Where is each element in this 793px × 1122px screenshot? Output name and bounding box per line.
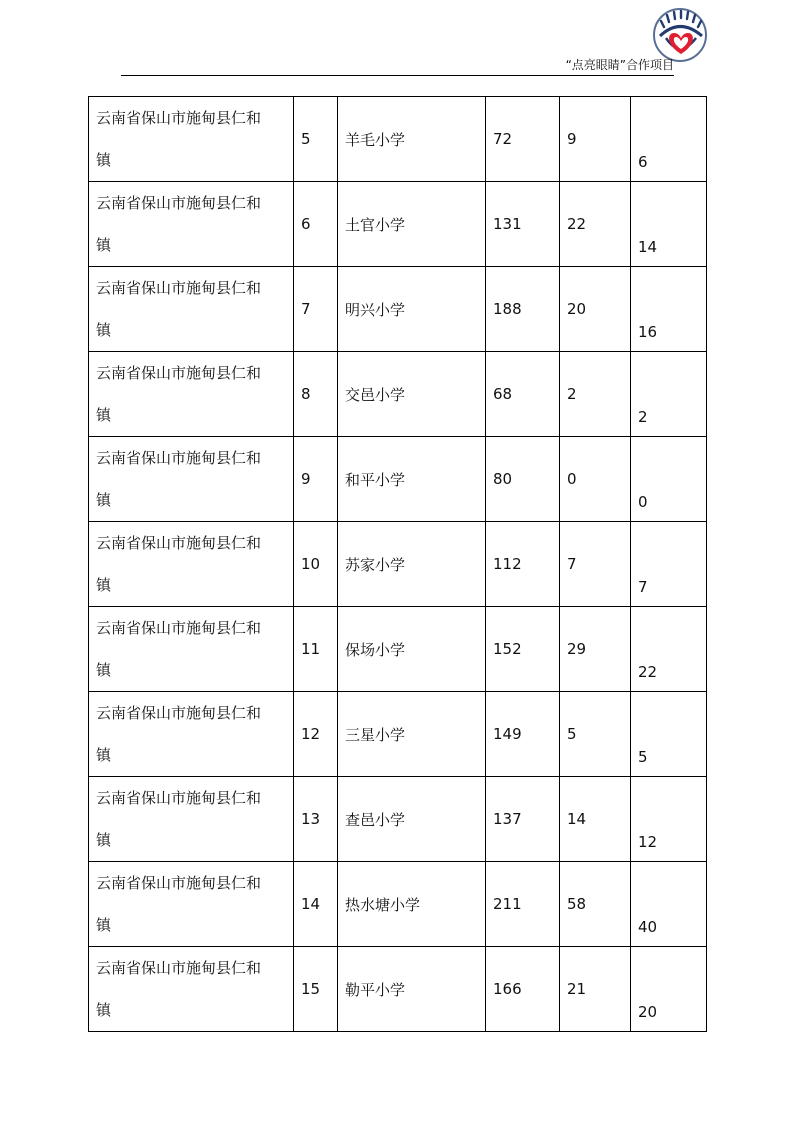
count-cell-3: 2 bbox=[631, 352, 707, 437]
school-name-cell: 保场小学 bbox=[338, 607, 486, 692]
count-cell-3: 12 bbox=[631, 777, 707, 862]
region-cell bbox=[89, 522, 294, 607]
region-line-1: 云南省保山市施甸县仁和 bbox=[96, 109, 262, 127]
region-line-2: 镇 bbox=[96, 1001, 112, 1019]
region-line-1: 云南省保山市施甸县仁和 bbox=[96, 279, 262, 297]
row-number-cell: 12 bbox=[294, 692, 338, 777]
school-name-cell: 查邑小学 bbox=[338, 777, 486, 862]
count-cell-1: 149 bbox=[486, 692, 560, 777]
region-cell bbox=[89, 947, 294, 1032]
school-data-table bbox=[88, 96, 707, 1032]
count-cell-3: 6 bbox=[631, 97, 707, 182]
count-cell-2: 29 bbox=[560, 607, 631, 692]
region-cell bbox=[89, 97, 294, 182]
table-row bbox=[89, 607, 707, 692]
row-number-cell: 7 bbox=[294, 267, 338, 352]
count-cell-3: 40 bbox=[631, 862, 707, 947]
region-cell bbox=[89, 437, 294, 522]
project-label: “点亮眼睛”合作项目 bbox=[565, 58, 674, 72]
count-cell-2: 20 bbox=[560, 267, 631, 352]
region-line-2: 镇 bbox=[96, 831, 112, 849]
school-name-cell: 热水塘小学 bbox=[338, 862, 486, 947]
table-row bbox=[89, 182, 707, 267]
row-number-cell: 8 bbox=[294, 352, 338, 437]
school-name-cell: 明兴小学 bbox=[338, 267, 486, 352]
school-name-cell: 羊毛小学 bbox=[338, 97, 486, 182]
table-row bbox=[89, 862, 707, 947]
row-number-cell: 6 bbox=[294, 182, 338, 267]
table-row bbox=[89, 692, 707, 777]
count-cell-2: 5 bbox=[560, 692, 631, 777]
count-cell-2: 0 bbox=[560, 437, 631, 522]
table-row bbox=[89, 947, 707, 1032]
school-name-cell: 和平小学 bbox=[338, 437, 486, 522]
region-line-1: 云南省保山市施甸县仁和 bbox=[96, 619, 262, 637]
count-cell-3: 14 bbox=[631, 182, 707, 267]
region-line-2: 镇 bbox=[96, 406, 112, 424]
region-line-2: 镇 bbox=[96, 916, 112, 934]
region-cell bbox=[89, 182, 294, 267]
region-line-2: 镇 bbox=[96, 151, 112, 169]
row-number-cell: 9 bbox=[294, 437, 338, 522]
table-row bbox=[89, 777, 707, 862]
count-cell-1: 80 bbox=[486, 437, 560, 522]
school-name-cell: 土官小学 bbox=[338, 182, 486, 267]
count-cell-1: 188 bbox=[486, 267, 560, 352]
region-line-2: 镇 bbox=[96, 661, 112, 679]
count-cell-2: 9 bbox=[560, 97, 631, 182]
header-divider bbox=[121, 75, 674, 76]
table-row bbox=[89, 97, 707, 182]
table-body bbox=[89, 97, 707, 1032]
region-line-2: 镇 bbox=[96, 321, 112, 339]
region-cell bbox=[89, 692, 294, 777]
row-number-cell: 5 bbox=[294, 97, 338, 182]
table-row bbox=[89, 352, 707, 437]
count-cell-1: 152 bbox=[486, 607, 560, 692]
school-name-cell: 交邑小学 bbox=[338, 352, 486, 437]
count-cell-3: 16 bbox=[631, 267, 707, 352]
region-line-1: 云南省保山市施甸县仁和 bbox=[96, 194, 262, 212]
row-number-cell: 14 bbox=[294, 862, 338, 947]
count-cell-3: 5 bbox=[631, 692, 707, 777]
count-cell-3: 20 bbox=[631, 947, 707, 1032]
count-cell-2: 2 bbox=[560, 352, 631, 437]
row-number-cell: 15 bbox=[294, 947, 338, 1032]
school-name-cell: 勒平小学 bbox=[338, 947, 486, 1032]
count-cell-1: 72 bbox=[486, 97, 560, 182]
count-cell-2: 58 bbox=[560, 862, 631, 947]
table-row bbox=[89, 437, 707, 522]
row-number-cell: 10 bbox=[294, 522, 338, 607]
count-cell-3: 7 bbox=[631, 522, 707, 607]
count-cell-2: 22 bbox=[560, 182, 631, 267]
region-cell bbox=[89, 607, 294, 692]
region-line-1: 云南省保山市施甸县仁和 bbox=[96, 789, 262, 807]
school-name-cell: 三星小学 bbox=[338, 692, 486, 777]
row-number-cell: 13 bbox=[294, 777, 338, 862]
region-line-1: 云南省保山市施甸县仁和 bbox=[96, 959, 262, 977]
region-line-2: 镇 bbox=[96, 491, 112, 509]
region-cell bbox=[89, 862, 294, 947]
count-cell-3: 0 bbox=[631, 437, 707, 522]
eye-heart-logo-icon bbox=[652, 7, 708, 63]
region-line-1: 云南省保山市施甸县仁和 bbox=[96, 364, 262, 382]
region-cell bbox=[89, 267, 294, 352]
region-line-1: 云南省保山市施甸县仁和 bbox=[96, 534, 262, 552]
count-cell-1: 112 bbox=[486, 522, 560, 607]
region-cell bbox=[89, 352, 294, 437]
count-cell-2: 7 bbox=[560, 522, 631, 607]
count-cell-1: 211 bbox=[486, 862, 560, 947]
region-line-1: 云南省保山市施甸县仁和 bbox=[96, 704, 262, 722]
school-name-cell: 苏家小学 bbox=[338, 522, 486, 607]
region-line-1: 云南省保山市施甸县仁和 bbox=[96, 449, 262, 467]
count-cell-1: 131 bbox=[486, 182, 560, 267]
region-line-1: 云南省保山市施甸县仁和 bbox=[96, 874, 262, 892]
count-cell-2: 21 bbox=[560, 947, 631, 1032]
count-cell-1: 68 bbox=[486, 352, 560, 437]
row-number-cell: 11 bbox=[294, 607, 338, 692]
count-cell-1: 137 bbox=[486, 777, 560, 862]
count-cell-3: 22 bbox=[631, 607, 707, 692]
table-row bbox=[89, 267, 707, 352]
region-line-2: 镇 bbox=[96, 576, 112, 594]
table-row bbox=[89, 522, 707, 607]
count-cell-2: 14 bbox=[560, 777, 631, 862]
region-line-2: 镇 bbox=[96, 236, 112, 254]
count-cell-1: 166 bbox=[486, 947, 560, 1032]
region-cell bbox=[89, 777, 294, 862]
region-line-2: 镇 bbox=[96, 746, 112, 764]
